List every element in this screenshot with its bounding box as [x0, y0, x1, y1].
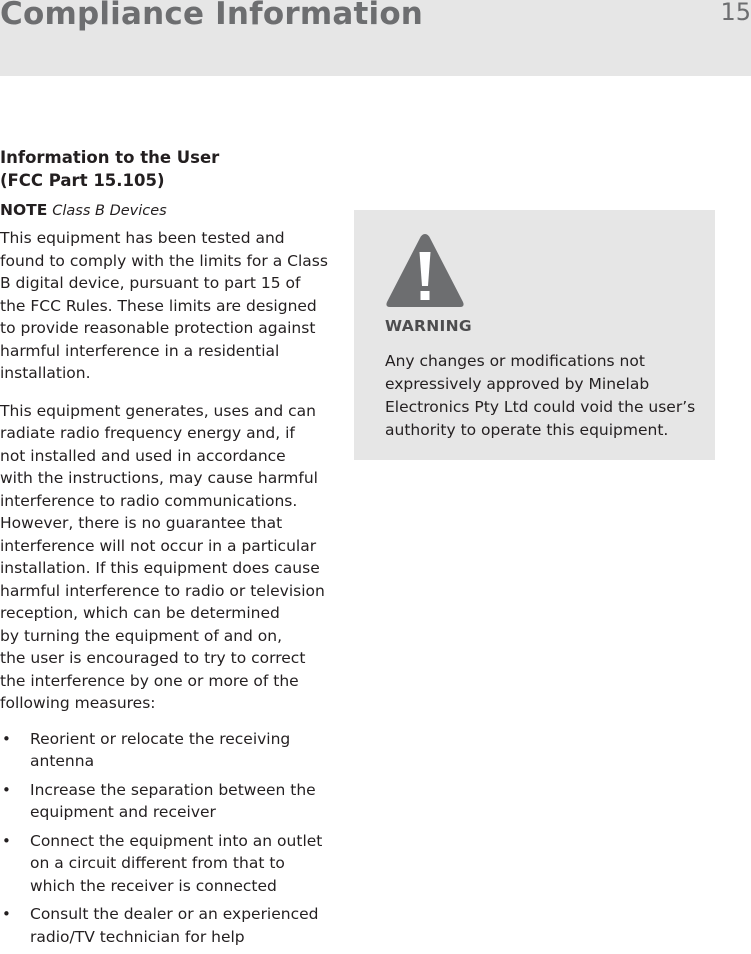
list-item [0, 779, 338, 824]
warning-text [385, 350, 710, 442]
text-line: This equipment has been tested and [0, 229, 285, 247]
note-line [0, 199, 338, 223]
text-line: This equipment generates, uses and can [0, 401, 316, 420]
bullet-icon: • [2, 729, 11, 748]
bullet-icon: • [2, 905, 11, 923]
list-item-line: Consult the dealer or an experienced [30, 905, 319, 923]
section-heading [0, 146, 338, 192]
text-line: the interference by one or more of the [0, 671, 299, 690]
list-item-line: Reorient or relocate the receiving [30, 729, 291, 748]
list-item-line: radio/TV technician for help [30, 927, 245, 946]
paragraph-test-results [0, 227, 338, 385]
text-line: installation. If this equipment does cause [0, 559, 320, 577]
text-line: to provide reasonable protection against [0, 319, 316, 337]
warning-label: WARNING [385, 317, 472, 335]
list-item-line: antenna [30, 752, 95, 770]
text-line: following measures: [0, 694, 156, 712]
note-label: NOTE [0, 201, 48, 219]
text-line: found to comply with the limits for a Class [0, 251, 328, 270]
list-item-line: Increase the separation between the [30, 780, 316, 799]
list-item [0, 903, 338, 948]
text-line: However, there is no guarantee that [0, 514, 283, 532]
bullet-icon: • [2, 831, 11, 850]
bullet-icon: • [2, 780, 11, 799]
text-line: expressively approved by Minelab [385, 375, 650, 393]
text-line: the FCC Rules. These limits are designed [0, 296, 317, 315]
text-line: installation. [0, 364, 91, 382]
text-line: interference will not occur in a particular [0, 536, 317, 555]
text-line: by turning the equipment of and on, [0, 626, 283, 645]
text-line: harmful interference in a residential [0, 341, 280, 360]
text-line: authority to operate this equipment. [385, 421, 669, 439]
list-item-line: equipment and receiver [30, 803, 216, 821]
text-line: harmful interference to radio or television [0, 581, 325, 600]
text-line: not installed and used in accordance [0, 446, 286, 465]
warning-triangle-icon [384, 230, 466, 310]
text-line: the user is encouraged to try to correct [0, 649, 306, 667]
warning-box [354, 210, 715, 460]
list-item-line: which the receiver is connected [30, 876, 277, 895]
paragraph-interference [0, 400, 338, 715]
text-line: with the instructions, may cause harmful [0, 469, 318, 487]
page-number: 15 [720, 0, 751, 26]
note-text: Class B Devices [52, 203, 167, 219]
text-line: B digital device, pursuant to part 15 of [0, 274, 301, 292]
measures-list [0, 728, 338, 949]
section-heading-line: (FCC Part 15.105) [0, 171, 165, 190]
list-item [0, 830, 338, 898]
page-title: Compliance Information [0, 0, 424, 32]
list-item-line: Connect the equipment into an outlet [30, 831, 323, 850]
text-line: Any changes or modifications not [385, 352, 645, 370]
text-line: radiate radio frequency energy and, if [0, 424, 295, 442]
list-item-line: on a circuit different from that to [30, 854, 285, 872]
list-item [0, 728, 338, 773]
section-heading-line: Information to the User [0, 148, 220, 167]
fcc-information-section [0, 146, 338, 954]
text-line: interference to radio communications. [0, 491, 298, 510]
text-line: reception, which can be determined [0, 604, 280, 622]
text-line: Electronics Pty Ltd could void the user’s [385, 398, 696, 416]
